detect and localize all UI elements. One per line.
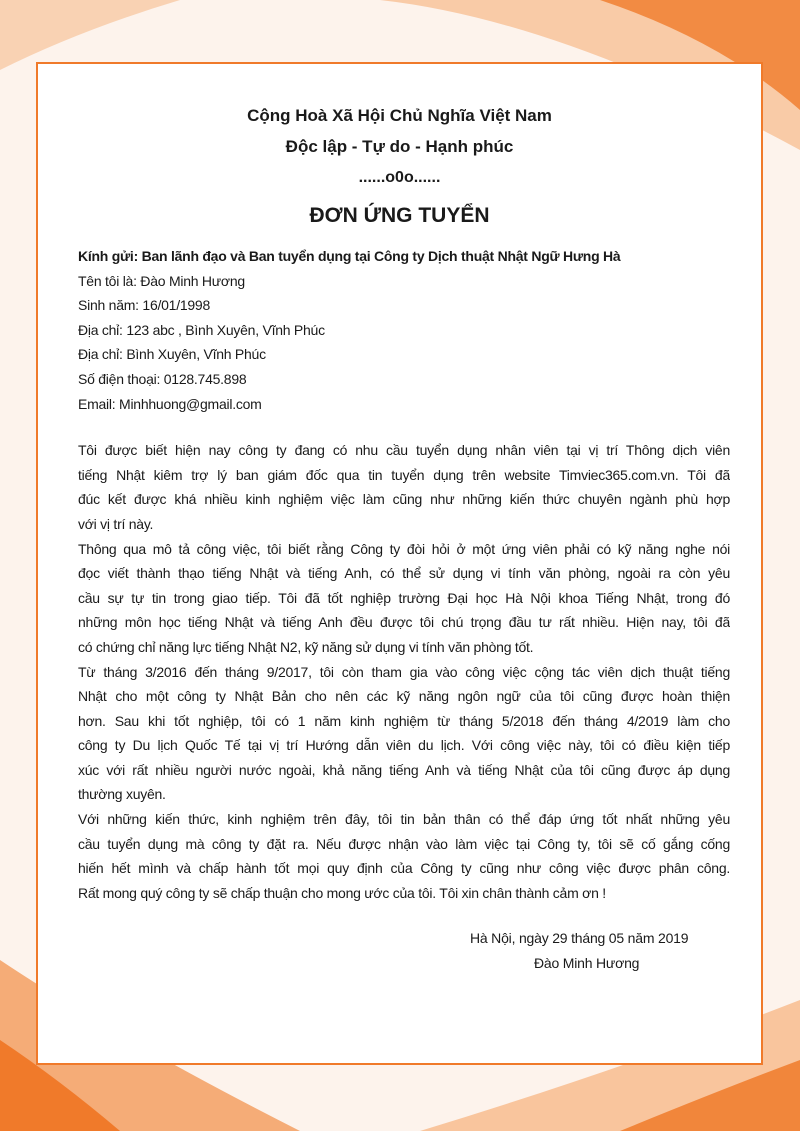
paragraph-line: công ty Du lịch Quốc Tế tại vị trí Hướng dẫn viên du lịch. Với công việc này, tôi có điều kiện tiếp bbox=[78, 737, 730, 754]
paragraph bbox=[78, 438, 730, 536]
info-line: Địa chỉ: Bình Xuyên, Vĩnh Phúc bbox=[78, 346, 266, 363]
paragraph-line: Thông qua mô tả công việc, tôi biết rằng Công ty đòi hỏi ở một ứng viên phải có kỹ năng nghe nói bbox=[78, 540, 730, 557]
recipient: Kính gửi: Ban lãnh đạo và Ban tuyển dụng tại Công ty Dịch thuật Nhật Ngữ Hưng Hà bbox=[78, 248, 621, 264]
paragraph-line: có chứng chỉ năng lực tiếng Nhật N2, kỹ năng sử dụng vi tính văn phòng tốt. bbox=[78, 638, 534, 655]
info-line: Địa chỉ: 123 abc , Bình Xuyên, Vĩnh Phúc bbox=[78, 321, 325, 338]
paragraph-line: Từ tháng 3/2016 đến tháng 9/2017, tôi còn tham gia vào công việc cộng tác viên dịch thuật tiếng bbox=[78, 663, 730, 680]
place-date: Hà Nội, ngày 29 tháng 05 năm 2019 bbox=[470, 930, 689, 946]
spacer bbox=[78, 416, 730, 438]
paragraph-line: đọc viết thành thạo tiếng Nhật và tiếng Anh, có thể sử dụng vi tính văn phòng, ngoài ra còn yêu bbox=[78, 565, 730, 582]
paragraph bbox=[78, 660, 730, 808]
paragraph-line: với vị trí này. bbox=[78, 515, 154, 532]
info-line: Email: Minhhuong@gmail.com bbox=[78, 395, 262, 412]
info-line: Sinh năm: 16/01/1998 bbox=[78, 297, 210, 314]
signature-name: Đào Minh Hương bbox=[534, 955, 640, 971]
paragraph-line: Với những kiến thức, kinh nghiệm trên đây, tôi tin bản thân có thể đáp ứng tốt nhất những yêu bbox=[78, 811, 730, 828]
paragraph-line: hơn. Sau khi tốt nghiệp, tôi có 1 năm kinh nghiệm từ tháng 5/2018 đến tháng 4/2019 làm cho bbox=[78, 712, 730, 729]
letter-body bbox=[78, 244, 730, 905]
paragraph-line: cầu sự tự tin trong giao tiếp. Tôi đã tốt nghiệp trường Đại học Hà Nội khoa Tiếng Nhật, trong đó bbox=[78, 589, 730, 606]
paragraph bbox=[78, 537, 730, 660]
paragraph-line: thường xuyên. bbox=[78, 786, 166, 803]
national-title: Cộng Hoà Xã Hội Chủ Nghĩa Việt Nam bbox=[247, 106, 552, 125]
paragraph-line: Rất mong quý công ty sẽ chấp thuận cho mong ước của tôi. Tôi xin chân thành cảm ơn ! bbox=[78, 884, 606, 901]
paragraph-line: tiếng Nhật kiêm trợ lý ban giám đốc qua tin tuyển dụng trên website Timviec365.com.vn. Tôi đã bbox=[78, 466, 730, 483]
paragraph-line: Tôi được biết hiện nay công ty đang có nhu cầu tuyển dụng nhân viên tại vị trí Thông dịch viên bbox=[78, 442, 730, 459]
paragraph bbox=[78, 807, 730, 905]
motto: Độc lập - Tự do - Hạnh phúc bbox=[285, 137, 514, 156]
paragraph-line: đúc kết được khá nhiều kinh nghiệm việc làm cũng như những kiến thức chuyên ngành phù hợp bbox=[78, 491, 730, 508]
document-title: ĐƠN ỨNG TUYỂN bbox=[309, 204, 490, 227]
info-line: Tên tôi là: Đào Minh Hương bbox=[78, 272, 245, 289]
separator: ......o0o...... bbox=[358, 169, 441, 186]
paragraph-line: những môn học tiếng Nhật và tiếng Anh đều được tôi chú trọng đầu tư rất nhiều. Hiện nay, tôi đã bbox=[78, 614, 730, 631]
paragraph-line: hiến hết mình và chấp hành tốt mọi quy định của Công ty cũng như công việc được phân công. bbox=[78, 860, 730, 877]
document-frame bbox=[36, 62, 763, 1065]
info-line: Số điện thoại: 0128.745.898 bbox=[78, 370, 247, 387]
paragraph-line: xúc với rất nhiều người nước ngoài, khả năng tiếng Anh và tiếng Nhật của tôi cũng được áp dụng bbox=[78, 761, 730, 778]
paragraph-line: Nhật cho một công ty Nhật Bản cho nên các kỹ năng ngôn ngữ của tôi cũng được hoàn thiện bbox=[78, 688, 730, 705]
paragraph-line: cầu tuyển dụng mà công ty đặt ra. Nếu được nhận vào làm việc tại Công ty, tôi sẽ cố gắng cống bbox=[78, 835, 730, 852]
